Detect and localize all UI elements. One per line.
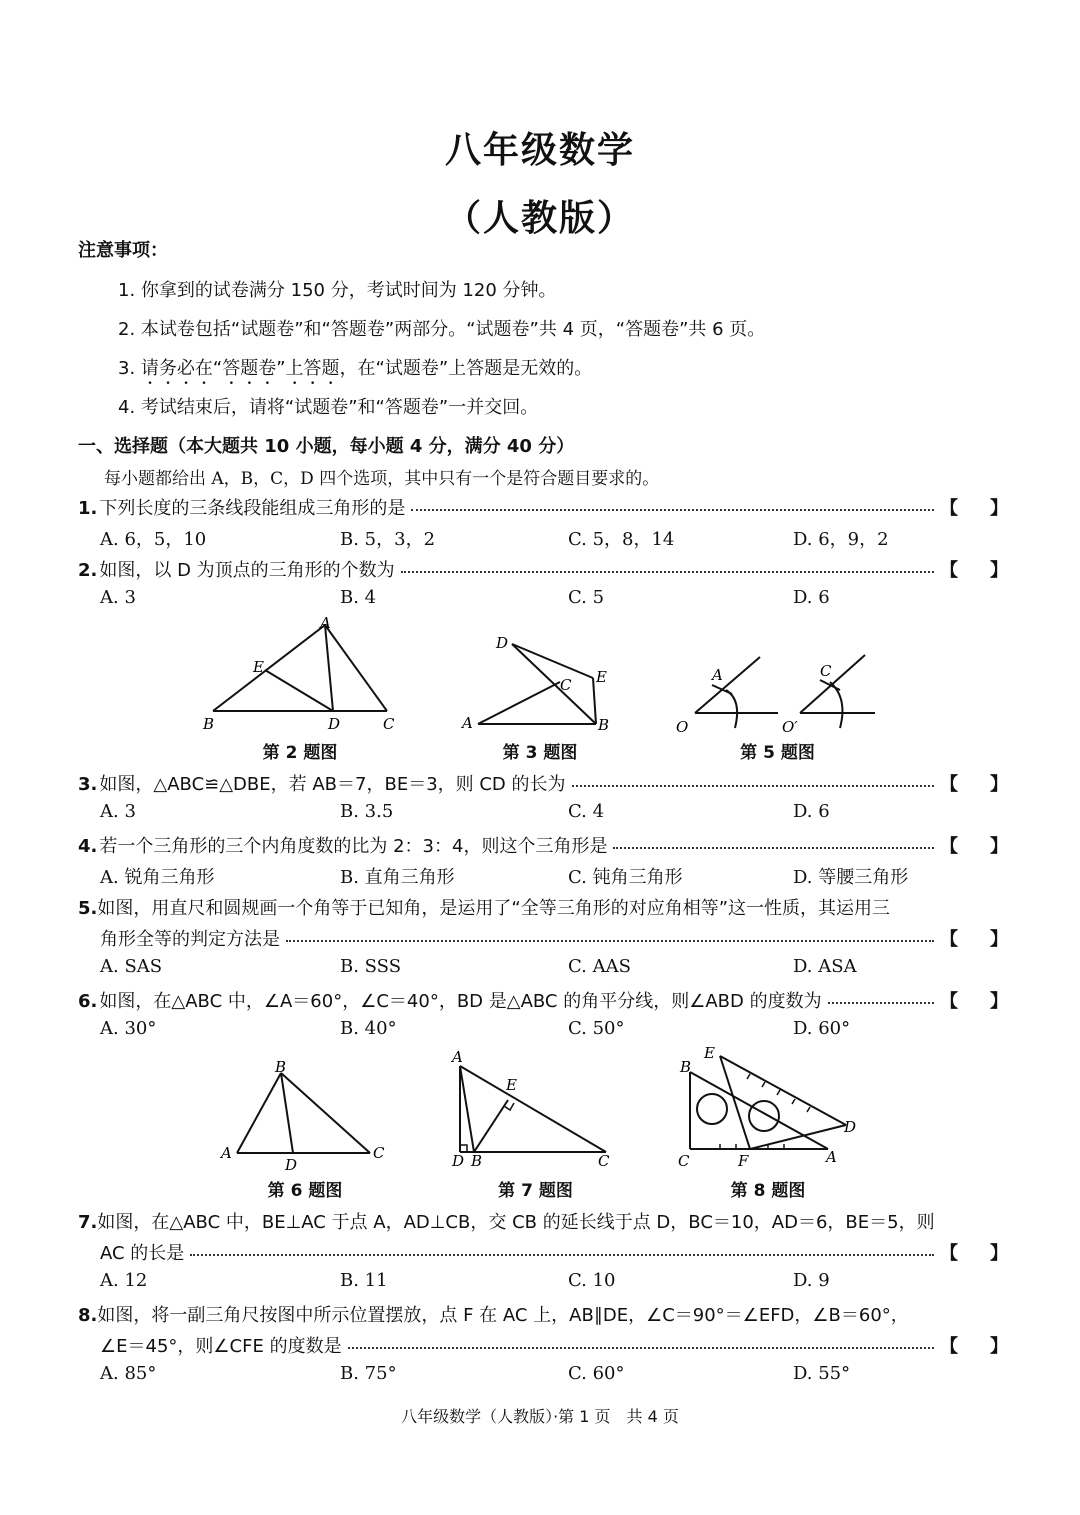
question-8 (100, 1332, 1008, 1358)
answer-bracket[interactable]: 【 】 (940, 1243, 1008, 1264)
svg-text:D: D (452, 1152, 465, 1170)
svg-text:O′: O′ (782, 718, 798, 735)
question-number: 3. (78, 774, 98, 795)
question-stem: 如图，△ABC≌△DBE，若 AB＝7，BE＝3，则 CD 的长为 (99, 774, 566, 795)
question-stem: 下列长度的三条线段能组成三角形的是 (99, 498, 406, 519)
question-stem: 角形全等的判定方法是 (100, 929, 280, 950)
question-number: 4. (78, 836, 98, 857)
figure-8-diagram (668, 1044, 868, 1169)
answer-bracket[interactable]: 【 】 (940, 929, 1008, 950)
figure-5-caption: 第 5 题图 (740, 743, 815, 763)
figure-7-diagram (448, 1048, 623, 1173)
option-d[interactable]: D. 9 (793, 1270, 830, 1291)
svg-text:E: E (704, 1044, 715, 1062)
svg-text:A: A (452, 1048, 463, 1066)
leader-dots (348, 1347, 934, 1349)
svg-text:D: D (285, 1156, 298, 1173)
question-stem: AC 的长是 (100, 1243, 185, 1264)
svg-text:E: E (253, 658, 264, 676)
option-b[interactable]: B. 直角三角形 (340, 867, 455, 888)
figure-7-caption: 第 7 题图 (498, 1181, 573, 1201)
question-stem-line-1: 如图，将一副三角尺按图中所示位置摆放，点 F 在 AC 上，AB∥DE，∠C＝90°＝∠EFD，∠B＝60°， (97, 1305, 909, 1326)
note-item-4: 4. 考试结束后，请将“试题卷”和“答题卷”一并交回。 (118, 397, 539, 418)
question-5 (100, 925, 1008, 951)
option-a[interactable]: A. 6，5，10 (100, 529, 207, 550)
svg-text:A: A (826, 1148, 837, 1166)
leader-dots (190, 1254, 934, 1256)
question-number: 8. (78, 1305, 98, 1326)
question-1 (78, 494, 1008, 520)
option-a[interactable]: A. 3 (100, 801, 136, 822)
answer-bracket[interactable]: 【 】 (940, 498, 1008, 519)
question-stem-line-1: 如图，在△ABC 中，BE⊥AC 于点 A，AD⊥CB，交 CB 的延长线于点 D，BC＝10，AD＝6，BE＝5，则 (97, 1212, 935, 1233)
svg-text:E: E (506, 1076, 517, 1094)
option-d[interactable]: D. 60° (793, 1018, 851, 1039)
answer-bracket[interactable]: 【 】 (940, 560, 1008, 581)
option-d[interactable]: D. 6，9，2 (793, 529, 889, 550)
svg-text:B: B (471, 1152, 483, 1170)
answer-bracket[interactable]: 【 】 (940, 1336, 1008, 1357)
option-d[interactable]: D. 6 (793, 801, 830, 822)
question-5-line-1 (78, 894, 1008, 920)
option-b[interactable]: B. 5，3，2 (340, 529, 436, 550)
option-c[interactable]: C. 钝角三角形 (568, 867, 683, 888)
svg-text:B: B (203, 715, 215, 733)
question-4 (78, 832, 1008, 858)
note-item-3-emphasis: 请务必在“答题卷”上答题 (140, 358, 340, 379)
figure-3-caption: 第 3 题图 (502, 743, 578, 763)
figure-6-diagram (215, 1058, 395, 1173)
question-stem: 如图，以 D 为顶点的三角形的个数为 (99, 560, 395, 581)
svg-text:C: C (678, 1152, 690, 1169)
option-b[interactable]: B. 75° (340, 1363, 397, 1384)
svg-text:B: B (598, 716, 610, 734)
option-a[interactable]: A. SAS (100, 956, 163, 977)
svg-text:C: C (820, 662, 832, 680)
page-footer: 八年级数学（人教版）·第 1 页 共 4 页 (401, 1407, 679, 1426)
svg-text:A: A (320, 614, 331, 632)
svg-text:D: D (496, 634, 509, 652)
question-stem-line-1: 如图，用直尺和圆规画一个角等于已知角，是运用了“全等三角形的对应角相等”这一性质，其运用三 (97, 898, 891, 919)
leader-dots (828, 1002, 934, 1004)
figure-5-diagram (670, 650, 885, 735)
answer-bracket[interactable]: 【 】 (940, 836, 1008, 857)
note-item-1: 1. 你拿到的试卷满分 150 分，考试时间为 120 分钟。 (118, 280, 557, 301)
question-number: 5. (78, 898, 98, 919)
svg-text:B: B (680, 1058, 692, 1076)
question-stem: 如图，在△ABC 中，∠A＝60°，∠C＝40°，BD 是△ABC 的角平分线，则∠ABD 的度数为 (99, 991, 822, 1012)
exam-edition: （人教版） (444, 198, 635, 239)
svg-text:C: C (383, 715, 395, 733)
option-d[interactable]: D. ASA (793, 956, 857, 977)
option-a[interactable]: A. 12 (100, 1270, 148, 1291)
leader-dots (401, 571, 934, 573)
question-number: 7. (78, 1212, 98, 1233)
svg-text:C: C (373, 1144, 385, 1162)
question-number: 1. (78, 498, 98, 519)
question-stem: 若一个三角形的三个内角度数的比为 2：3：4，则这个三角形是 (99, 836, 608, 857)
svg-text:A: A (462, 714, 473, 732)
figure-8-caption: 第 8 题图 (730, 1181, 806, 1201)
option-c[interactable]: C. 4 (568, 801, 605, 822)
option-c[interactable]: C. AAS (568, 956, 631, 977)
figure-6-caption: 第 6 题图 (267, 1181, 343, 1201)
option-b[interactable]: B. 4 (340, 587, 377, 608)
note-item-3-prefix: 3. (118, 358, 141, 379)
option-c[interactable]: C. 50° (568, 1018, 625, 1039)
svg-text:D: D (328, 715, 341, 733)
leader-dots (411, 509, 934, 511)
question-stem: ∠E＝45°，则∠CFE 的度数是 (100, 1336, 342, 1357)
option-a[interactable]: A. 3 (100, 587, 136, 608)
svg-text:E: E (596, 668, 607, 686)
section-heading: 一、选择题（本大题共 10 小题，每小题 4 分，满分 40 分） (78, 436, 575, 457)
answer-bracket[interactable]: 【 】 (940, 991, 1008, 1012)
notes-heading: 注意事项： (78, 240, 168, 261)
leader-dots (572, 785, 934, 787)
svg-text:A: A (712, 666, 723, 684)
note-item-3 (118, 354, 592, 389)
question-number: 2. (78, 560, 98, 581)
option-b[interactable]: B. 40° (340, 1018, 397, 1039)
figure-2-caption: 第 2 题图 (262, 743, 338, 763)
svg-text:A: A (221, 1144, 232, 1162)
question-6 (78, 987, 1008, 1013)
option-a[interactable]: A. 85° (100, 1363, 157, 1384)
svg-text:O: O (676, 718, 689, 735)
option-b[interactable]: B. SSS (340, 956, 402, 977)
svg-text:F: F (738, 1152, 749, 1169)
option-c[interactable]: C. 5 (568, 587, 605, 608)
option-b[interactable]: B. 11 (340, 1270, 388, 1291)
leader-dots (286, 940, 934, 942)
question-3 (78, 770, 1008, 796)
section-instruction: 每小题都给出 A，B，C，D 四个选项，其中只有一个是符合题目要求的。 (104, 469, 660, 489)
note-item-3-rest: ，在“试题卷”上答题是无效的。 (339, 358, 593, 379)
leader-dots (613, 847, 934, 849)
question-2 (78, 556, 1008, 582)
question-8-line-1 (78, 1301, 1008, 1327)
question-7 (100, 1239, 1008, 1265)
exam-title: 八年级数学 (444, 130, 635, 171)
svg-text:B: B (275, 1058, 287, 1076)
option-b[interactable]: B. 3.5 (340, 801, 394, 822)
option-a[interactable]: A. 锐角三角形 (100, 867, 215, 888)
option-d[interactable]: D. 6 (793, 587, 830, 608)
option-a[interactable]: A. 30° (100, 1018, 157, 1039)
svg-text:D: D (844, 1118, 857, 1136)
option-c[interactable]: C. 60° (568, 1363, 625, 1384)
answer-bracket[interactable]: 【 】 (940, 774, 1008, 795)
svg-text:C: C (598, 1152, 610, 1170)
option-c[interactable]: C. 5，8，14 (568, 529, 675, 550)
option-c[interactable]: C. 10 (568, 1270, 616, 1291)
svg-text:C: C (560, 676, 572, 694)
figure-3-diagram (460, 630, 620, 735)
note-item-2: 2. 本试卷包括“试题卷”和“答题卷”两部分。“试题卷”共 4 页，“答题卷”共 6 页。 (118, 319, 766, 340)
question-number: 6. (78, 991, 98, 1012)
option-d[interactable]: D. 等腰三角形 (793, 867, 909, 888)
option-d[interactable]: D. 55° (793, 1363, 851, 1384)
question-7-line-1 (78, 1208, 1008, 1234)
figure-2-diagram (195, 612, 405, 737)
